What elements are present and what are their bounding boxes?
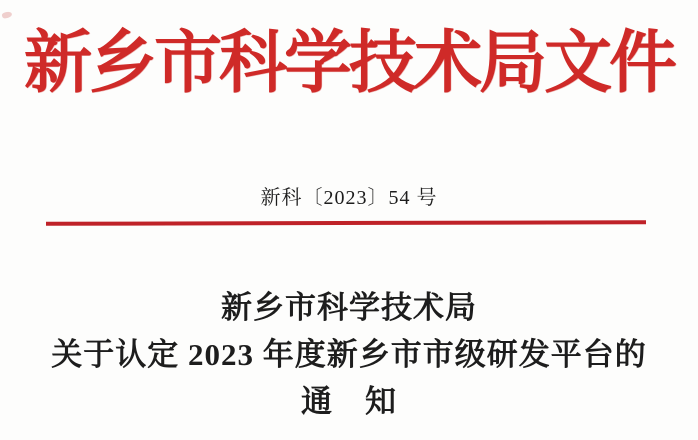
document-number: 新科〔2023〕54 号 bbox=[260, 187, 438, 209]
scan-artifact-speck bbox=[1, 11, 12, 19]
notice-title-type: 通 知 bbox=[301, 384, 397, 419]
notice-title-subject: 关于认定 2023 年度新乡市市级研发平台的 bbox=[51, 337, 647, 372]
document-header-title: 新乡市科学技术局文件 bbox=[23, 25, 674, 101]
red-divider-rule bbox=[46, 220, 646, 226]
notice-title-issuer: 新乡市科学技术局 bbox=[221, 290, 477, 325]
notice-title-block bbox=[0, 284, 698, 425]
